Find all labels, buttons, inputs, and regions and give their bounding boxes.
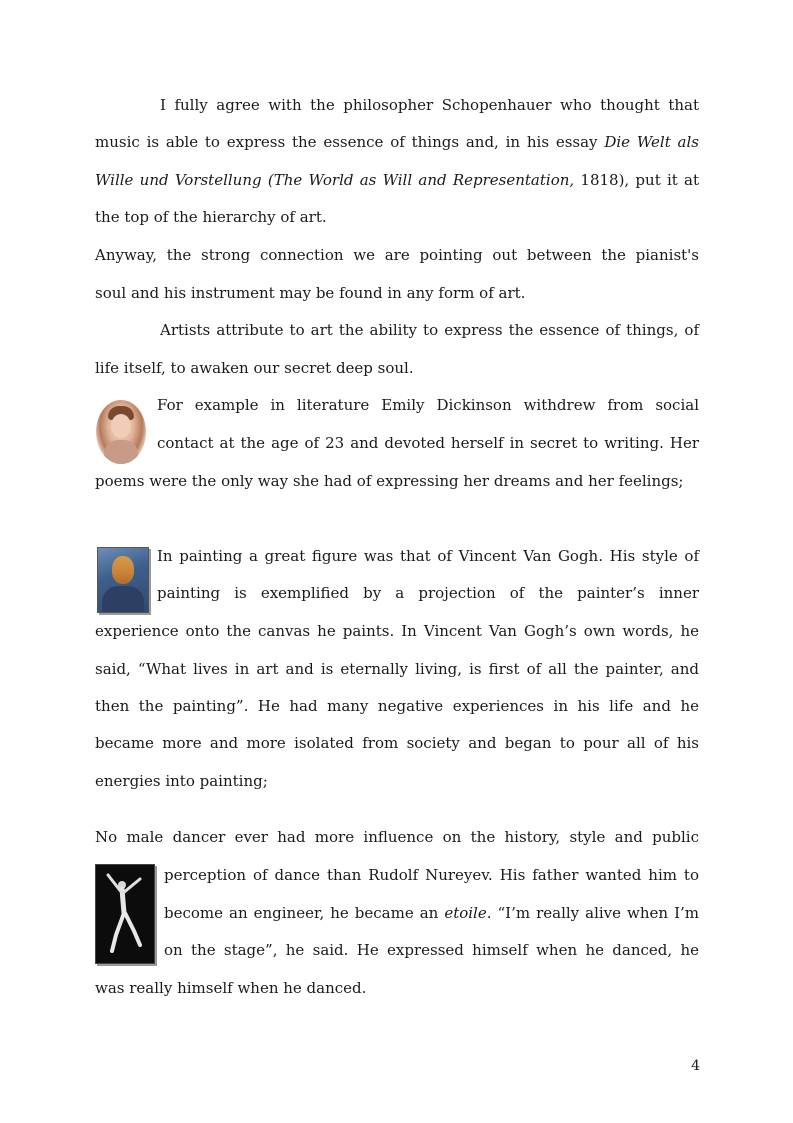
p5-line-4: said, “What lives in art and is eternally living, is first of all the painter, and xyxy=(95,660,699,678)
p1-title-italic-a: Die Welt als xyxy=(604,133,699,151)
van-gogh-portrait-image xyxy=(97,547,149,613)
portrait-dress xyxy=(104,440,138,464)
portrait-face xyxy=(111,414,131,438)
p1-line-2 xyxy=(95,131,699,153)
p6-line-2: perception of dance than Rudolf Nureyev. His father wanted him to xyxy=(164,866,699,884)
dancer-silhouette-icon xyxy=(96,865,154,963)
portrait-head xyxy=(112,556,134,584)
p1-title-italic-b: Wille und Vorstellung (The World as Will and Representation, xyxy=(95,171,575,189)
p6-line-3-text-a: become an engineer, he became an xyxy=(164,904,445,922)
p5-line-6: became more and more isolated from society and began to pour all of his xyxy=(95,734,699,752)
p6-line-5: was really himself when he danced. xyxy=(95,979,367,997)
p2-line-1: Anyway, the strong connection we are pointing out between the pianist's xyxy=(95,246,699,264)
p1-line-3-text: 1818), put it at xyxy=(574,171,699,189)
p4-line-2: contact at the age of 23 and devoted herself in secret to writing. Her xyxy=(157,434,699,452)
rudolf-nureyev-dancer-image xyxy=(95,864,155,964)
p5-line-7: energies into painting; xyxy=(95,772,268,790)
page-number: 4 xyxy=(691,1058,700,1074)
p5-line-5: then the painting”. He had many negative experiences in his life and he xyxy=(95,697,699,715)
p6-line-3 xyxy=(164,902,699,924)
p4-line-1: For example in literature Emily Dickinson withdrew from social xyxy=(157,396,699,414)
p1-line-3 xyxy=(95,169,699,191)
emily-dickinson-portrait-image xyxy=(96,400,146,464)
p1-line-1: I fully agree with the philosopher Schopenhauer who thought that xyxy=(160,96,699,114)
p6-etoile-italic: etoile xyxy=(444,904,487,922)
p5-line-1: In painting a great figure was that of Vincent Van Gogh. His style of xyxy=(157,547,699,565)
p6-line-3-text-c: . “I’m really alive when I’m xyxy=(486,904,699,922)
p4-line-3: poems were the only way she had of expressing her dreams and her feelings; xyxy=(95,472,684,490)
p3-line-1: Artists attribute to art the ability to express the essence of things, of xyxy=(160,321,699,339)
p6-line-4: on the stage”, he said. He expressed himself when he danced, he xyxy=(164,941,699,959)
portrait-coat xyxy=(102,586,144,613)
p1-line-4: the top of the hierarchy of art. xyxy=(95,208,327,226)
p6-line-1: No male dancer ever had more influence on the history, style and public xyxy=(95,828,699,846)
p3-line-2: life itself, to awaken our secret deep soul. xyxy=(95,359,414,377)
p5-line-2: painting is exemplified by a projection of the painter’s inner xyxy=(157,584,699,602)
p1-line-2-text: music is able to express the essence of things and, in his essay xyxy=(95,133,605,151)
p5-line-3: experience onto the canvas he paints. In Vincent Van Gogh’s own words, he xyxy=(95,622,699,640)
p2-line-2: soul and his instrument may be found in any form of art. xyxy=(95,284,526,302)
